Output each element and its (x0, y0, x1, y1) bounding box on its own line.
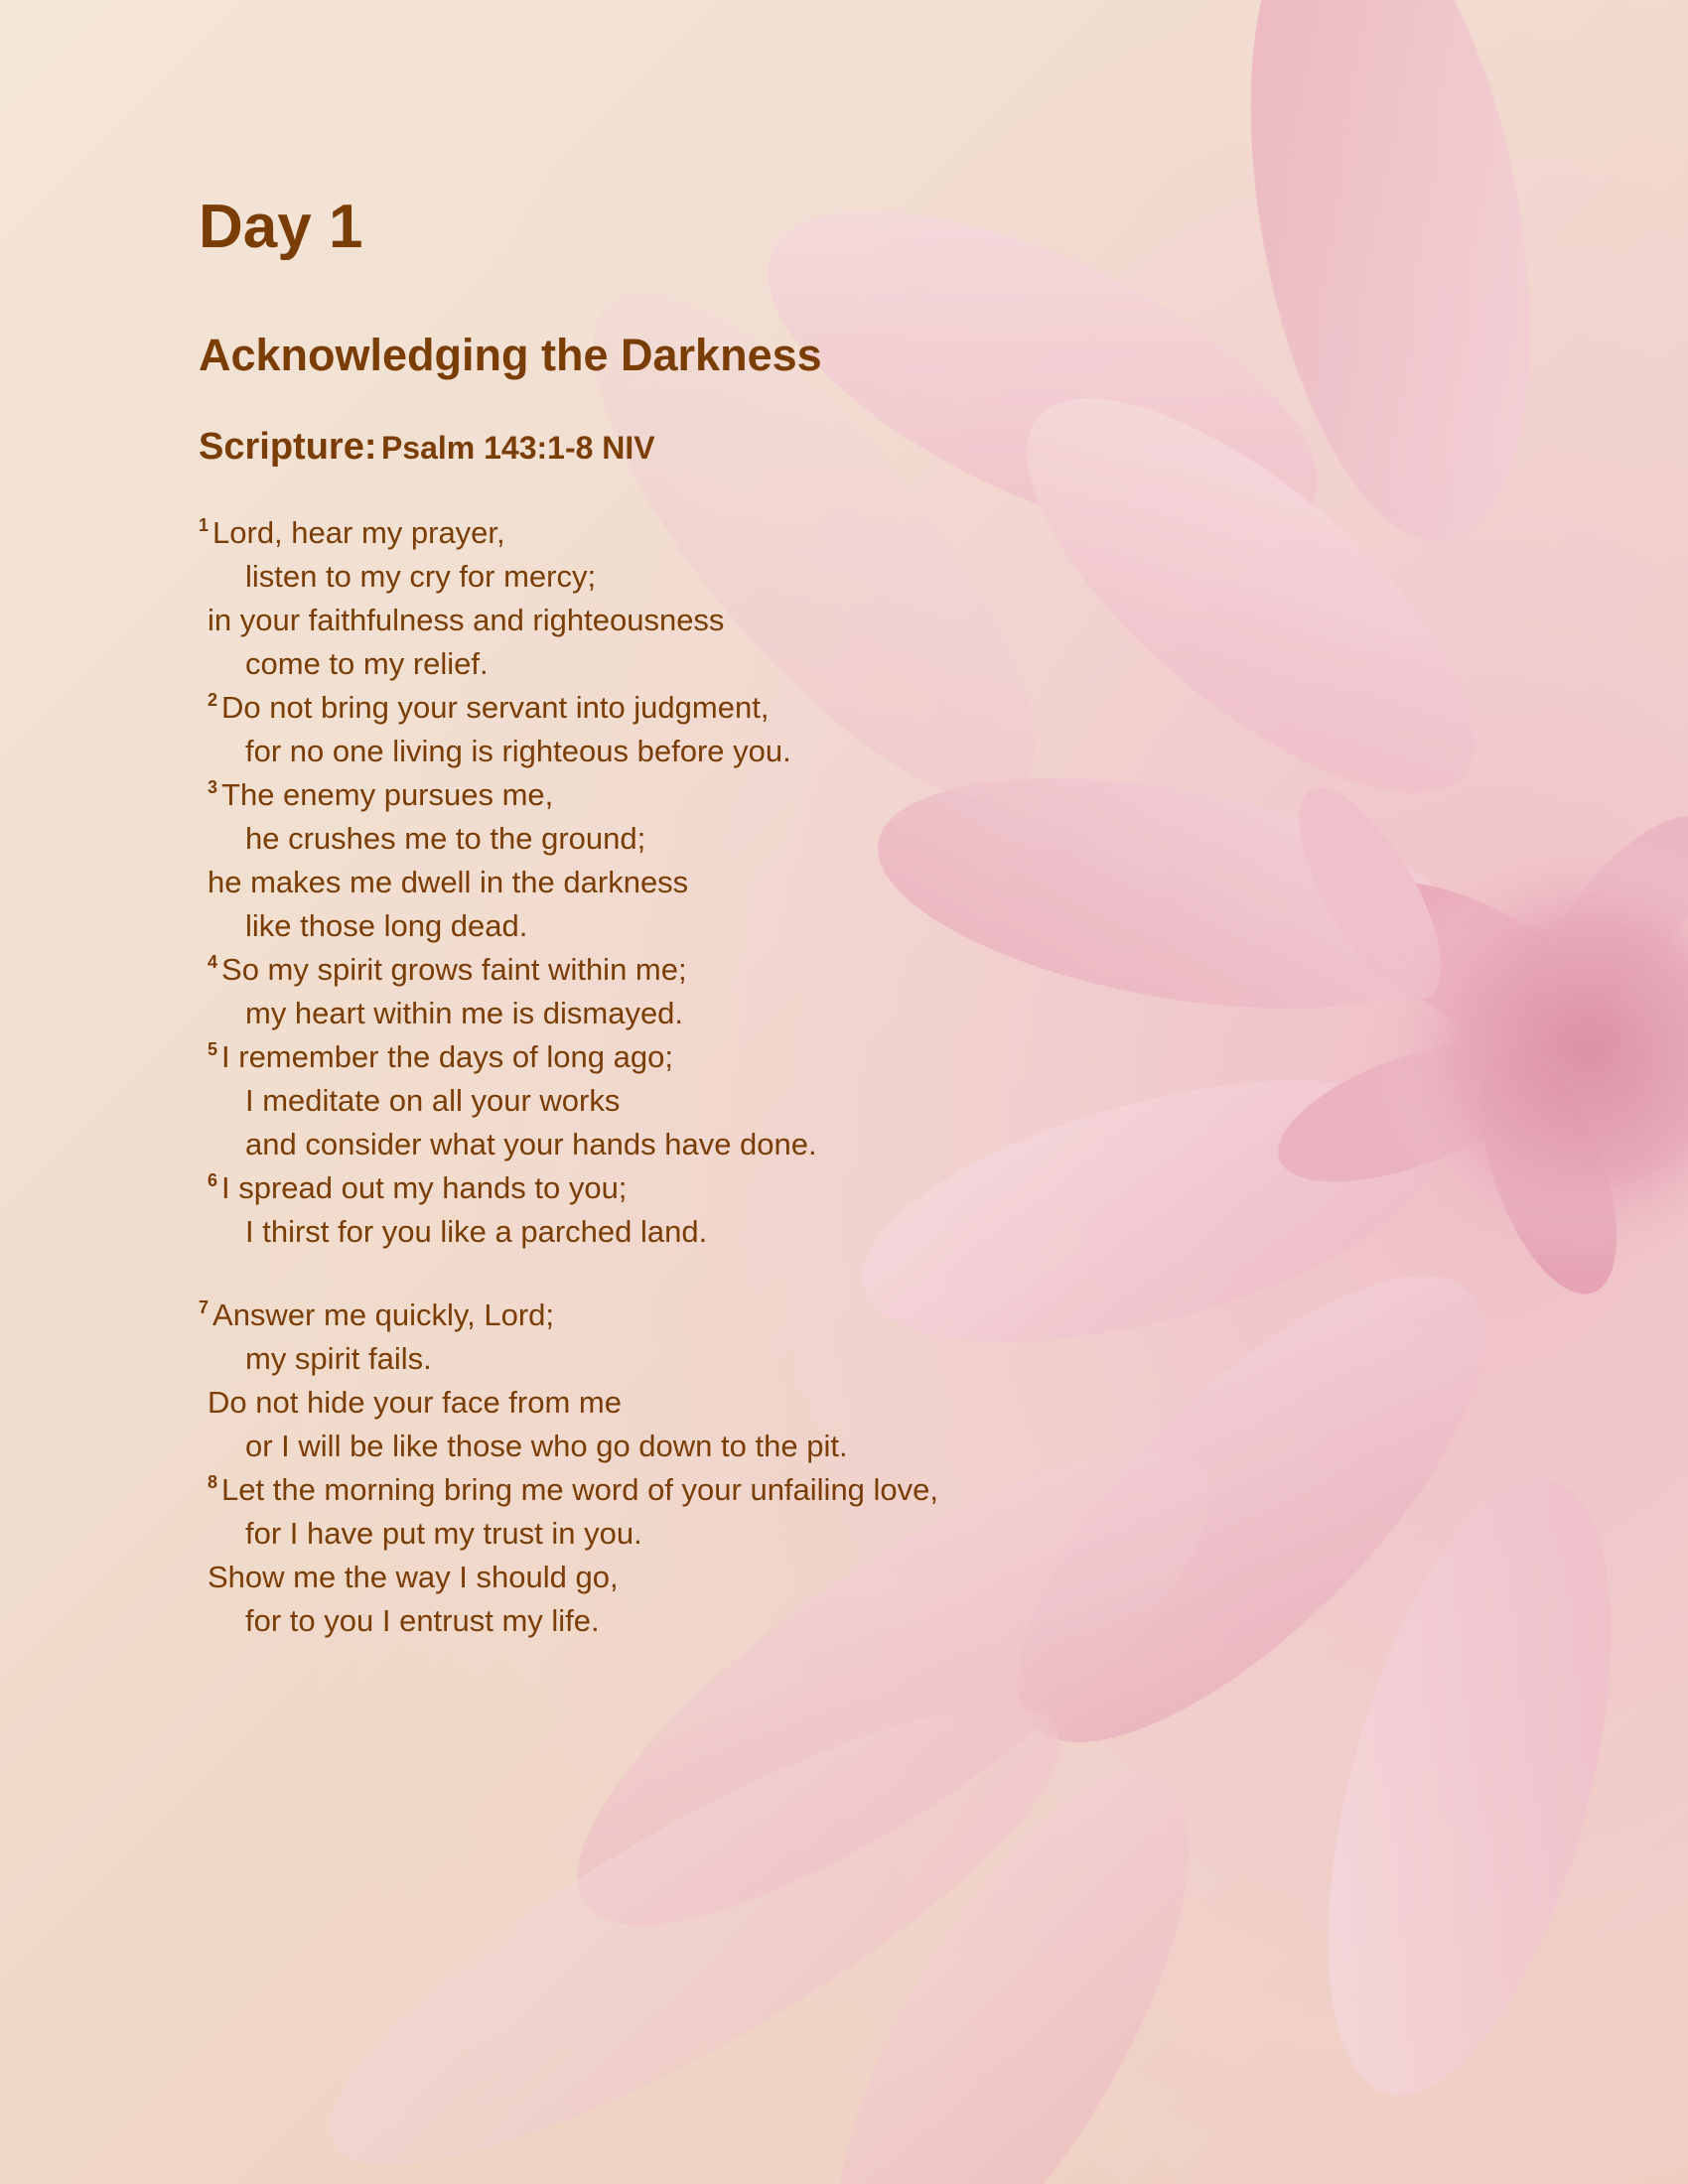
scripture-label: Scripture: (199, 426, 377, 468)
verse-number: 6 (208, 1170, 218, 1190)
day-title: Day 1 (199, 193, 363, 261)
stanza-break (199, 1254, 938, 1294)
verse-line: Show me the way I should go, (208, 1560, 619, 1594)
verse-line: my spirit fails. (245, 1341, 432, 1376)
verse-line: my heart within me is dismayed. (245, 996, 684, 1030)
verse-line: $^8$ Let the morning bring me word of your unfailing love, (208, 1472, 939, 1507)
verse-line: or I will be like those who go down to the pit. (245, 1429, 848, 1463)
scripture-passage (199, 511, 938, 1643)
verse-line: he crushes me to the ground; (245, 821, 646, 856)
verse-line: I meditate on all your works (245, 1083, 621, 1118)
verse-number: 1 (199, 515, 210, 535)
verse-number: 7 (199, 1297, 210, 1317)
verse-number: 5 (208, 1039, 218, 1059)
verse-line: $^1$ Lord, hear my prayer, (199, 515, 505, 550)
verse-line: and consider what your hands have done. (245, 1127, 817, 1161)
verse-line: listen to my cry for mercy; (245, 559, 597, 594)
verse-line: come to my relief. (245, 646, 489, 681)
section-title: Acknowledging the Darkness (199, 330, 822, 380)
verse-number: 2 (208, 690, 218, 710)
verse-line: for I have put my trust in you. (245, 1516, 642, 1551)
verse-line: like those long dead. (245, 908, 528, 943)
verse-line: $^5$ I remember the days of long ago; (208, 1039, 673, 1074)
verse-line: $^4$ So my spirit grows faint within me; (208, 952, 687, 987)
verse-line: for no one living is righteous before you. (245, 734, 791, 768)
verse-number: 4 (208, 952, 218, 972)
verse-line: Do not hide your face from me (208, 1385, 622, 1420)
verse-number: 8 (208, 1472, 218, 1492)
scripture-reference: Psalm 143:1-8 NIV (380, 430, 655, 466)
verse-line: $^3$ The enemy pursues me, (208, 777, 554, 812)
verse-line: $^2$ Do not bring your servant into judgment, (208, 690, 770, 725)
verse-line: $^6$ I spread out my hands to you; (208, 1170, 628, 1205)
verse-line: for to you I entrust my life. (245, 1603, 600, 1638)
verse-line: $^7$ Answer me quickly, Lord; (199, 1297, 555, 1332)
verse-line: I thirst for you like a parched land. (245, 1214, 708, 1249)
scripture-heading (199, 428, 655, 466)
verse-number: 3 (208, 777, 218, 797)
verse-line: he makes me dwell in the darkness (208, 865, 689, 899)
verse-line: in your faithfulness and righteousness (208, 603, 725, 637)
